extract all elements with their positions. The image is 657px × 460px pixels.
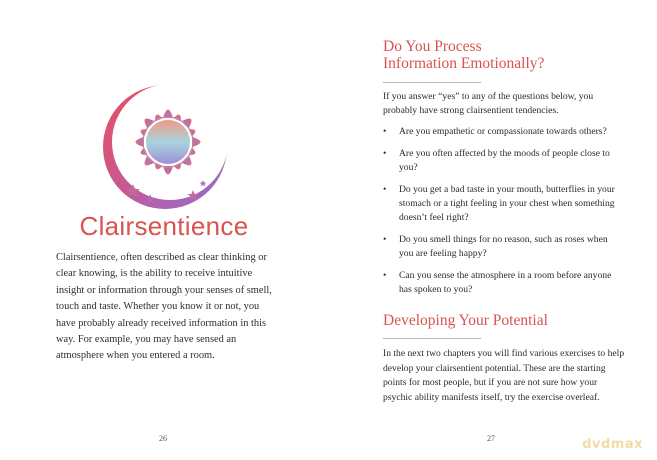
section-heading-emotional <box>383 38 623 72</box>
list-item <box>383 269 623 297</box>
question-text: Do you get a bad taste in your mouth, butterflies in your stomach or a tight feeling in your chest when something doesn’t feel right? <box>399 184 615 223</box>
page-number-left: 26 <box>159 434 167 443</box>
heading-divider <box>383 82 481 83</box>
section-heading-potential: Developing Your Potential <box>383 312 548 329</box>
lead-paragraph: If you answer “yes” to any of the questions below, you probably have strong clairsentient tendencies. <box>383 91 594 116</box>
list-item <box>383 147 623 175</box>
heading-line-2: Information Emotionally? <box>383 55 545 72</box>
question-text: Do you smell things for no reason, such as roses when you are feeling happy? <box>399 234 608 259</box>
question-list <box>383 125 623 305</box>
intro-paragraph: Clairsentience, often described as clear thinking or clear knowing, is the ability to receive intuitive insight or information through your senses of smell, touch and taste. Whether you know it or not, you have probably already received information in this way. For example, you may have sensed an atmosphere when you entered a room. <box>56 252 272 362</box>
bullet-icon: • <box>383 184 387 195</box>
left-page <box>0 0 328 460</box>
bullet-icon: • <box>383 234 387 245</box>
bullet-icon: • <box>383 148 387 159</box>
sun-moon-emblem-icon <box>102 84 228 210</box>
page-number-right: 27 <box>487 434 495 443</box>
heading-line-1: Do You Process <box>383 38 482 55</box>
list-item <box>383 125 623 139</box>
body-paragraph: In the next two chapters you will find various exercises to help develop your clairsentient potential. These are the starting points for most people, but if you are not sure how your psychic ability manifests itself, try the exercise overleaf. <box>383 348 625 403</box>
question-text: Are you often affected by the moods of people close to you? <box>399 148 610 173</box>
bullet-icon: • <box>383 126 387 137</box>
heading-divider <box>383 338 481 339</box>
question-text: Are you empathetic or compassionate towards others? <box>399 126 607 137</box>
bullet-icon: • <box>383 270 387 281</box>
question-text: Can you sense the atmosphere in a room before anyone has spoken to you? <box>399 270 612 295</box>
list-item <box>383 183 623 225</box>
list-item <box>383 233 623 261</box>
watermark-logo: dvdmax <box>582 437 643 452</box>
right-page <box>328 0 657 460</box>
chapter-title: Clairsentience <box>79 211 249 241</box>
